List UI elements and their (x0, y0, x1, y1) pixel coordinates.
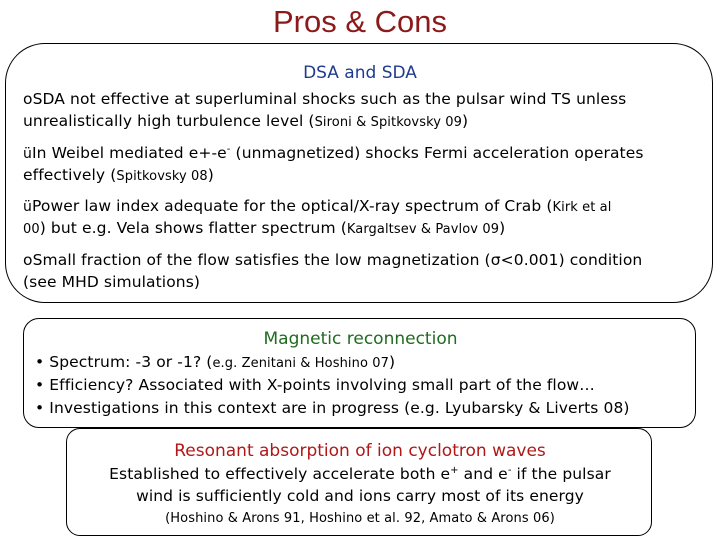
dsa-item-3-line-2: 00) but e.g. Vela shows flatter spectrum (Kargaltsev & Pavlov 09) (23, 219, 506, 237)
citation: Kirk et al (552, 200, 612, 215)
citation: Sironi & Spitkovsky 09 (314, 115, 463, 130)
hollow-bullet: o (23, 251, 33, 269)
dsa-item-4-line-2: (see MHD simulations) (23, 273, 201, 291)
slide-title: Pros & Cons (272, 4, 447, 39)
reconnection-line-2: • Efficiency? Associated with X-points involving small part of the flow… (35, 376, 595, 394)
dsa-sda-heading: DSA and SDA (303, 63, 417, 83)
check-bullet-icon: ü (23, 146, 32, 162)
dsa-sda-box (5, 43, 713, 303)
citation: e.g. Zenitani & Hoshino 07 (212, 356, 389, 371)
dsa-item-2-line-2: effectively (Spitkovsky 08) (23, 166, 214, 184)
reconnection-line-1: • Spectrum: -3 or -1? (e.g. Zenitani & Hoshino 07) (35, 353, 396, 371)
citation: Spitkovsky 08 (116, 169, 208, 184)
resonant-absorption-heading: Resonant absorption of ion cyclotron waves (174, 441, 546, 461)
dsa-item-1-line-1: oSDA not effective at superluminal shocks such as the pulsar wind TS unless (23, 90, 627, 108)
sigma-symbol: σ (490, 251, 501, 269)
magnetic-reconnection-box (23, 318, 696, 428)
resonant-line-2: wind is sufficiently cold and ions carry most of its energy (136, 487, 584, 505)
reconnection-line-3: • Investigations in this context are in progress (e.g. Lyubarsky & Liverts 08) (35, 399, 630, 417)
magnetic-reconnection-heading: Magnetic reconnection (263, 329, 458, 349)
dsa-item-4-line-1: oSmall fraction of the flow satisfies the low magnetization (σ<0.001) condition (23, 251, 643, 269)
check-bullet-icon: ü (23, 199, 32, 215)
dsa-item-1-line-2: unrealistically high turbulence level (Sironi & Spitkovsky 09) (23, 112, 469, 130)
dsa-item-3-line-1: üPower law index adequate for the optical/X-ray spectrum of Crab (Kirk et al (23, 197, 612, 215)
resonant-citations: (Hoshino & Arons 91, Hoshino et al. 92, Amato & Arons 06) (165, 511, 555, 526)
citation: Kargaltsev & Pavlov 09 (346, 222, 500, 237)
resonant-line-1: Established to effectively accelerate both e+ and e- if the pulsar (109, 465, 611, 483)
hollow-bullet: o (23, 90, 33, 108)
resonant-absorption-box (66, 428, 652, 536)
dsa-item-2-line-1: üIn Weibel mediated e+-e- (unmagnetized) shocks Fermi acceleration operates (23, 144, 644, 162)
